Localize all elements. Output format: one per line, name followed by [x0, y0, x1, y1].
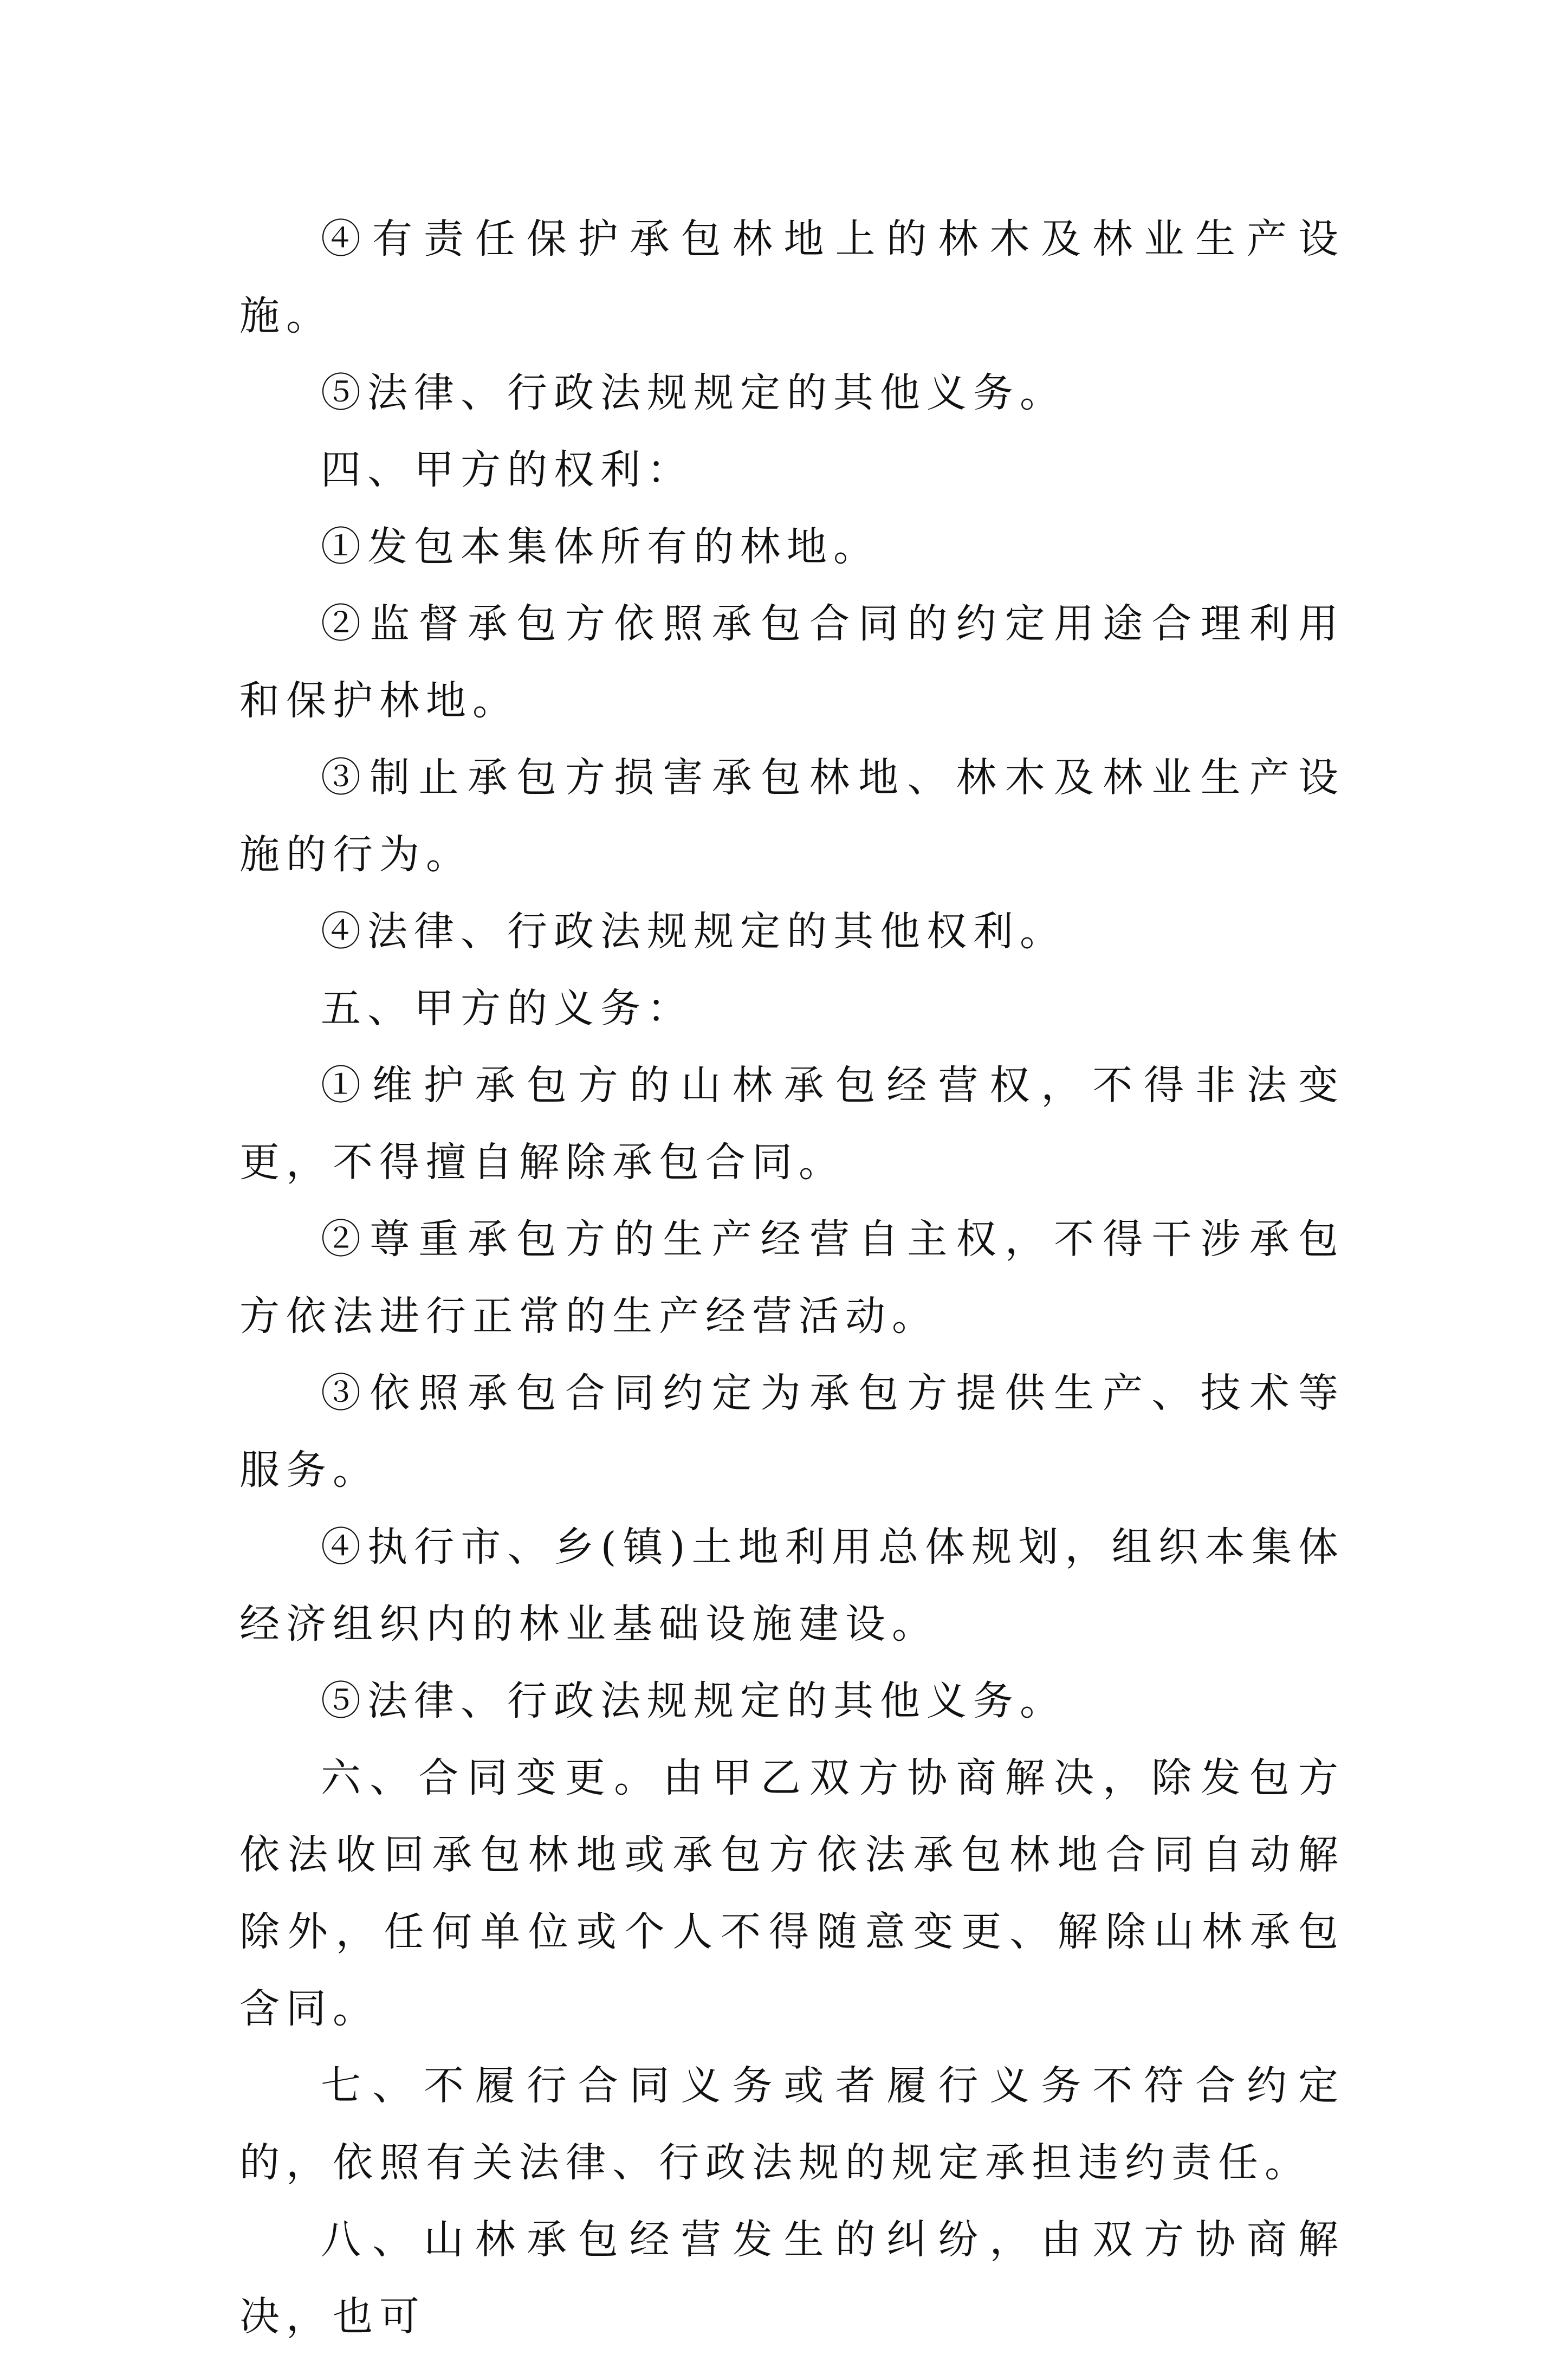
- section-heading-party-a-duties: 五、甲方的义务：: [321, 985, 694, 1032]
- paragraph-party-a-right-2: ②监督承包方依照承包合同的约定用途合理利用和保护林地。: [239, 600, 1345, 724]
- section-breach-liability: 七、不履行合同义务或者履行义务不符合约定的，依照有关法律、行政法规的规定承担违约责任。: [239, 2062, 1345, 2186]
- paragraph-party-a-duty-2: ②尊重承包方的生产经营自主权，不得干涉承包方依法进行正常的生产经营活动。: [239, 1216, 1345, 1340]
- section-dispute-resolution: 八、山林承包经营发生的纠纷，由双方协商解决，也可: [239, 2216, 1345, 2340]
- paragraph-party-a-right-4: ④法律、行政法规规定的其他权利。: [321, 908, 1066, 955]
- document-body: [239, 200, 1345, 2355]
- paragraph-lessee-duty-4: ④有责任保护承包林地上的林木及林业生产设施。: [239, 216, 1345, 339]
- paragraph-party-a-right-3: ③制止承包方损害承包林地、林木及林业生产设施的行为。: [239, 754, 1345, 878]
- section-contract-change: 六、合同变更。由甲乙双方协商解决，除发包方依法收回承包林地或承包方依法承包林地合同自动解除外，任何单位或个人不得随意变更、解除山林承包含同。: [239, 1755, 1345, 2032]
- section-heading-party-a-rights: 四、甲方的权利：: [321, 447, 694, 493]
- paragraph-party-a-duty-3: ③依照承包合同约定为承包方提供生产、技术等服务。: [239, 1370, 1345, 1493]
- paragraph-party-a-right-1: ①发包本集体所有的林地。: [321, 523, 880, 570]
- paragraph-lessee-duty-5: ⑤法律、行政法规规定的其他义务。: [321, 370, 1066, 416]
- paragraph-party-a-duty-1: ①维护承包方的山林承包经营权，不得非法变更，不得擅自解除承包合同。: [239, 1062, 1345, 1186]
- paragraph-party-a-duty-4: ④执行市、乡(镇)土地利用总体规划，组织本集体经济组织内的林业基础设施建设。: [239, 1524, 1345, 1647]
- paragraph-party-a-duty-5: ⑤法律、行政法规规定的其他义务。: [321, 1678, 1066, 1724]
